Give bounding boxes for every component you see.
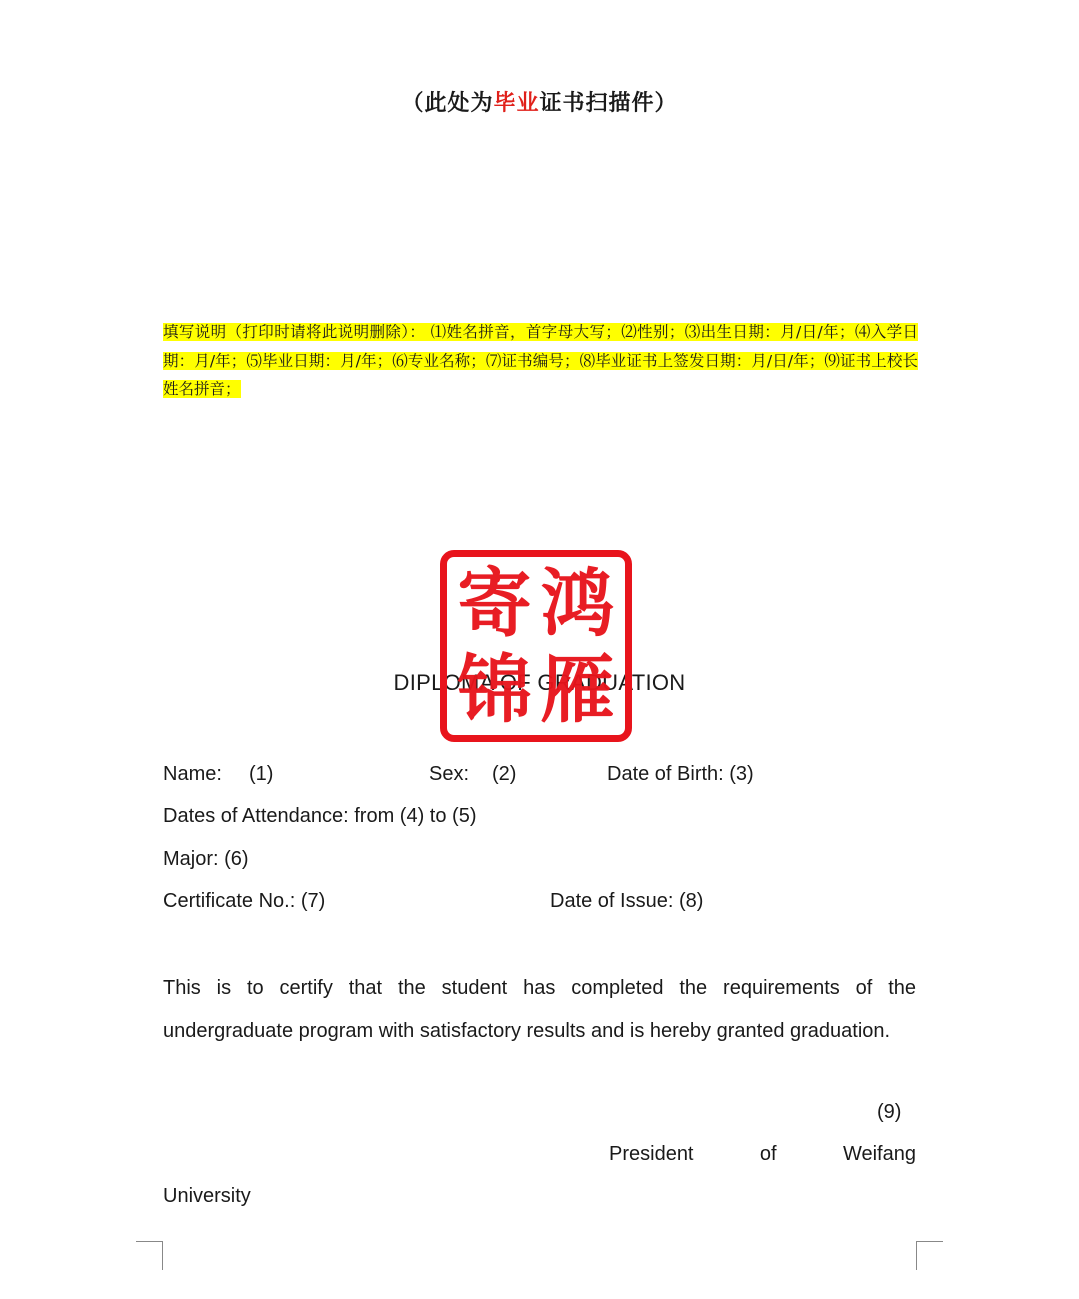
seal-char: 锦 bbox=[457, 647, 532, 733]
name-value: (1) bbox=[249, 763, 274, 785]
seal-char: 寄 bbox=[457, 561, 532, 647]
seal-stamp bbox=[440, 550, 632, 742]
title-suffix: 证书扫描件 bbox=[539, 91, 655, 116]
diploma-title: DIPLOMA OF GRADUATION bbox=[393, 670, 686, 695]
certificate-number: Certificate No.: (7) bbox=[163, 890, 326, 912]
signature-word: Weifang bbox=[842, 1143, 916, 1165]
signature-word: President bbox=[609, 1143, 694, 1165]
seal-char: 鸿 bbox=[540, 561, 615, 647]
page-title bbox=[0, 86, 1079, 117]
title-prefix: 此处为 bbox=[424, 91, 494, 116]
field-row-certificate bbox=[163, 890, 923, 916]
attendance-dates: Dates of Attendance: from (4) to (5) bbox=[163, 805, 477, 827]
instructions-text: 填写说明（打印时请将此说明删除）： ⑴姓名拼音，首字母大写；⑵性别；⑶出生日期：月/日/年；⑷入学日期：月/年；⑸毕业日期：月/年；⑹专业名称；⑺证书编号；⑻毕业证书上签发日期：月/日/年；⑼证书上校长姓名拼音； bbox=[163, 323, 918, 398]
page-corner-mark bbox=[136, 1241, 163, 1270]
date-of-birth: Date of Birth: (3) bbox=[607, 763, 754, 785]
title-open-paren: （ bbox=[401, 91, 425, 116]
title-highlight-word: 毕业 bbox=[493, 91, 540, 116]
certification-statement: This is to certify that the student has completed the requirements of the undergraduate program with satisfactory results and is hereby granted graduation. bbox=[163, 977, 916, 1042]
title-close-paren: ） bbox=[654, 91, 678, 116]
name-label: Name: bbox=[163, 763, 222, 785]
date-of-issue: Date of Issue: (8) bbox=[550, 890, 704, 912]
signature-title-continued: University bbox=[163, 1185, 251, 1207]
fill-instructions bbox=[163, 318, 918, 404]
field-row-personal bbox=[163, 763, 923, 789]
major-field: Major: (6) bbox=[163, 848, 249, 870]
signature-title bbox=[609, 1143, 916, 1166]
signature-placeholder: (9) bbox=[877, 1101, 902, 1123]
sex-label: Sex: bbox=[429, 763, 470, 785]
signature-word: of bbox=[759, 1143, 777, 1165]
sex-value: (2) bbox=[492, 763, 517, 785]
seal-char: 雁 bbox=[540, 647, 615, 733]
page-corner-mark bbox=[916, 1241, 943, 1270]
